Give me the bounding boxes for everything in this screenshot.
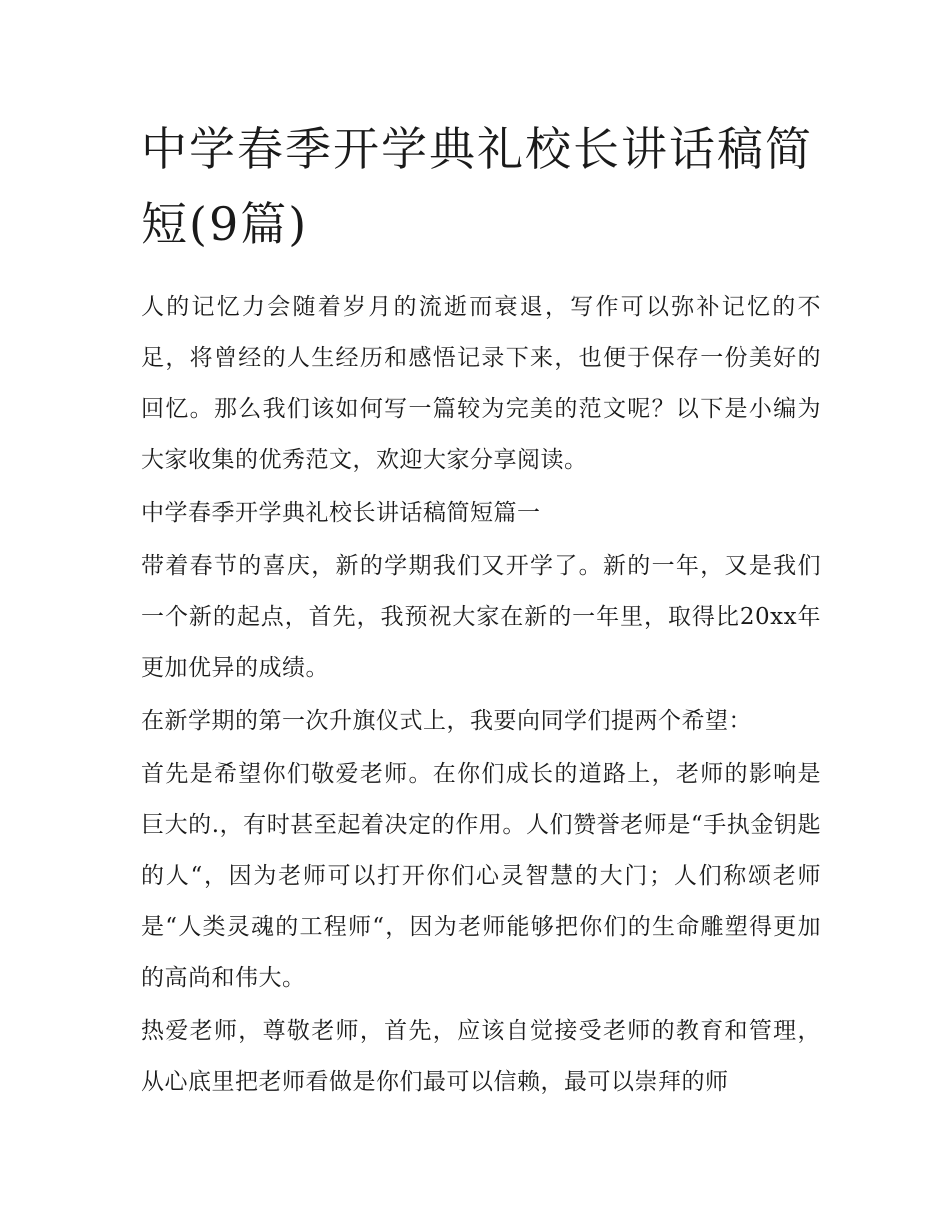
body-paragraph: 首先是希望你们敬爱老师。在你们成长的道路上，老师的影响是巨大的.，有时甚至起着决定的作用。人们赞誉老师是“手执金钥匙的人“，因为老师可以打开你们心灵智慧的大门；人们称颂老师是“人类灵魂的工程师“，因为老师能够把你们的生命雕塑得更加的高尚和伟大。 <box>141 761 821 991</box>
intro-paragraph: 人的记忆力会随着岁月的流逝而衰退，写作可以弥补记忆的不足，将曾经的人生经历和感悟记录下来，也便于保存一份美好的回忆。那么我们该如何写一篇较为完美的范文呢？以下是小编为大家收集的优秀范文，欢迎大家分享阅读。 <box>141 294 821 473</box>
body-paragraph: 热爱老师，尊敬老师，首先，应该自觉接受老师的教育和管理，从心底里把老师看做是你们最可以信赖，最可以崇拜的师 <box>141 1018 821 1095</box>
body-paragraph: 在新学期的第一次升旗仪式上，我要向同学们提两个希望： <box>141 708 752 734</box>
document-title: 中学春季开学典礼校长讲话稿简短(9篇) <box>141 122 813 251</box>
document-page <box>141 112 821 1110</box>
body-paragraph: 带着春节的喜庆，新的学期我们又开学了。新的一年，又是我们一个新的起点，首先，我预祝大家在新的一年里，取得比20xx年更加优异的成绩。 <box>141 553 821 681</box>
section-heading: 中学春季开学典礼校长讲话稿简短篇一 <box>141 500 541 526</box>
